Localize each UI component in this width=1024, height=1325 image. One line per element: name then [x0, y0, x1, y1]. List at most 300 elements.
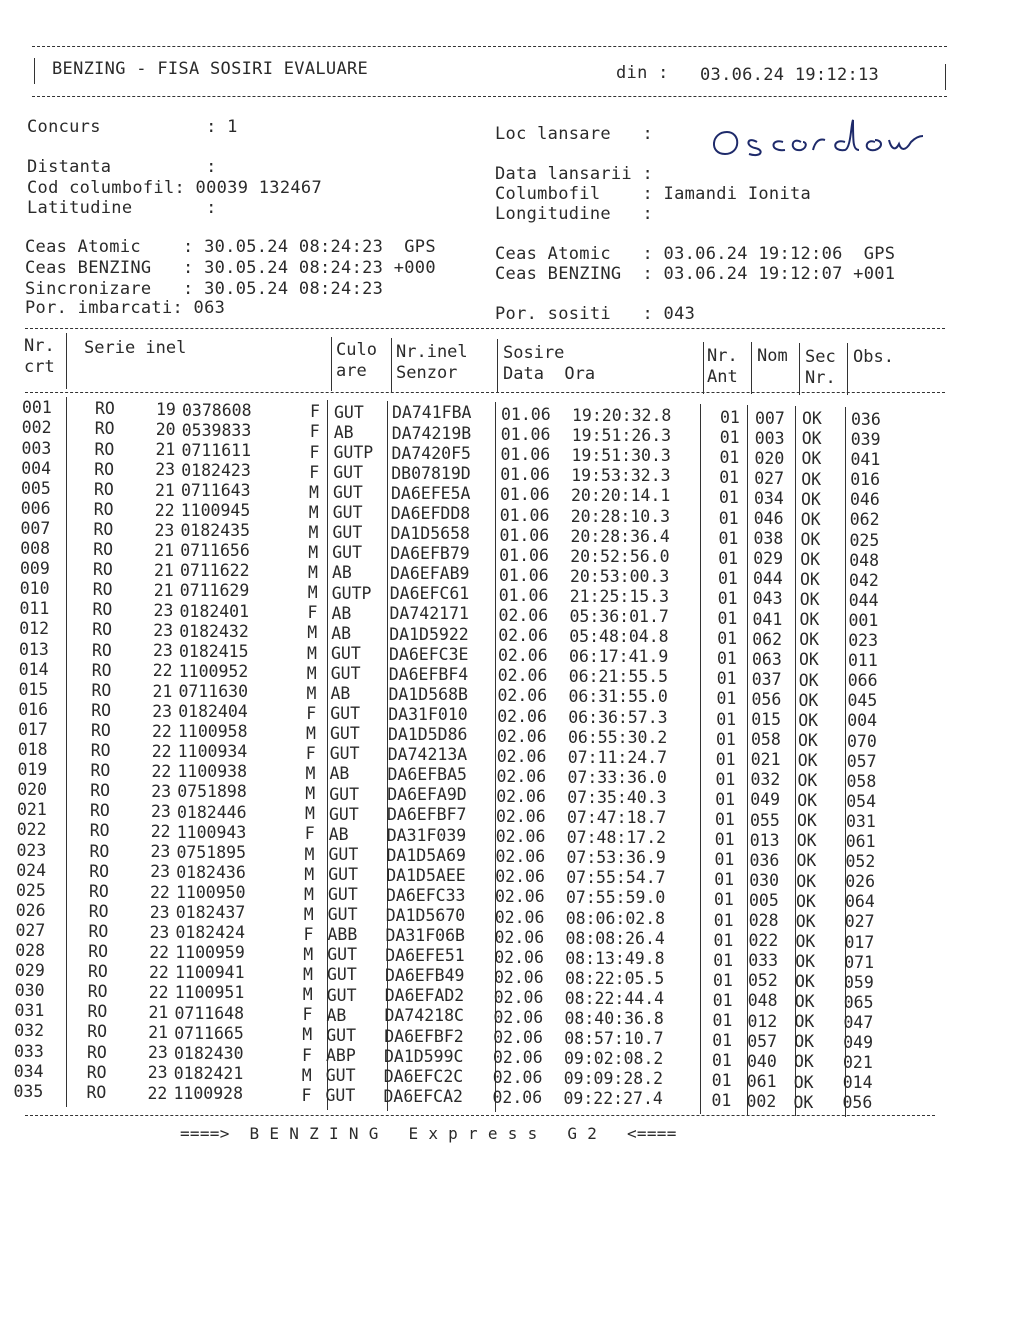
- cell-sec-status: OK: [801, 429, 822, 449]
- cell-year: 23: [150, 842, 171, 862]
- cell-sec-status: OK: [797, 750, 818, 770]
- cell-arrival-date: 02.06: [494, 907, 545, 927]
- cell-sex: M: [303, 965, 313, 985]
- cell-arrival-time: 07:47:18.7: [567, 808, 667, 827]
- cell-antenna: 01: [713, 950, 734, 970]
- imbarcati-line: Por. imbarcati: 063: [25, 298, 226, 318]
- cell-year: 22: [150, 882, 170, 902]
- loc-lansare-line: Loc lansare :: [495, 124, 654, 144]
- cell-ring-number: 0182446: [177, 802, 247, 822]
- col-header-sosire: Sosire Data Ora: [503, 343, 596, 384]
- cell-country: RO: [91, 700, 112, 720]
- cell-sec-status: OK: [798, 690, 819, 710]
- cell-antenna: 01: [715, 810, 735, 830]
- cell-row-number: 013: [19, 639, 49, 659]
- cell-arrival-time: 07:55:54.7: [566, 868, 666, 888]
- cell-country: RO: [91, 680, 112, 700]
- cell-country: RO: [91, 720, 111, 740]
- cell-year: 23: [151, 782, 172, 802]
- concurs-line: Concurs : 1: [27, 117, 238, 137]
- cell-sensor-id: DA742171: [389, 604, 469, 624]
- cell-sex: F: [303, 924, 314, 944]
- cell-color: ABB: [327, 925, 358, 945]
- sositi-line: Por. sositi : 043: [495, 304, 696, 324]
- cell-sensor-id: DA31F010: [388, 704, 468, 724]
- cell-sensor-id: DA6EFC33: [386, 885, 466, 905]
- cell-nom: 021: [750, 750, 781, 770]
- cell-sex: M: [309, 482, 319, 502]
- cell-arrival-time: 08:57:10.7: [564, 1029, 664, 1049]
- cell-antenna: 01: [717, 609, 738, 629]
- cell-nom: 052: [748, 971, 778, 991]
- cell-row-number: 028: [15, 941, 46, 960]
- cell-ring-number: 0182423: [181, 460, 251, 480]
- cell-row-number: 004: [21, 458, 52, 478]
- cell-antenna: 01: [712, 990, 733, 1010]
- cell-arrival-time: 20:20:14.1: [571, 486, 671, 506]
- footer-banner: ====> B E N Z I N G E x p r e s s G 2 <====: [180, 1124, 677, 1143]
- cell-nom: 055: [750, 810, 780, 830]
- cell-color: GUT: [332, 503, 363, 523]
- cell-row-number: 035: [13, 1081, 44, 1101]
- cell-sec-status: OK: [795, 911, 816, 931]
- cell-obs: 044: [848, 590, 879, 610]
- cell-arrival-date: 02.06: [493, 1008, 544, 1027]
- cell-arrival-time: 08:40:36.8: [564, 1009, 664, 1028]
- cell-arrival-time: 19:20:32.8: [572, 406, 672, 425]
- cell-obs: 014: [842, 1073, 873, 1093]
- cell-ring-number: 0182415: [179, 641, 249, 661]
- cell-sex: F: [309, 442, 320, 462]
- cell-sex: M: [302, 985, 313, 1005]
- cell-country: RO: [88, 901, 109, 921]
- cell-row-number: 024: [16, 860, 47, 880]
- cell-ring-number: 0182430: [174, 1043, 244, 1063]
- cell-color: GUT: [328, 864, 359, 884]
- cell-sex: M: [304, 864, 315, 884]
- cell-ring-number: 0711622: [180, 561, 250, 581]
- cell-year: 21: [148, 1003, 169, 1023]
- col-header-nom: Nom: [757, 346, 788, 366]
- cell-sec-status: OK: [797, 791, 818, 811]
- cell-color: GUT: [332, 523, 363, 543]
- cell-antenna: 01: [711, 1091, 732, 1111]
- cell-arrival-time: 07:35:40.3: [567, 787, 667, 807]
- cell-color: GUT: [329, 744, 360, 764]
- cell-obs: 031: [846, 811, 876, 831]
- cell-color: GUT: [329, 804, 359, 824]
- cell-country: RO: [94, 479, 114, 499]
- cell-color: GUTP: [333, 442, 374, 462]
- cell-country: RO: [91, 660, 112, 680]
- cell-obs: 042: [849, 570, 879, 590]
- cell-color: GUTP: [331, 583, 372, 603]
- cell-year: 21: [155, 480, 175, 500]
- cell-antenna: 01: [713, 970, 733, 990]
- cell-arrival-date: 01.06: [501, 405, 551, 424]
- cell-year: 23: [150, 862, 171, 882]
- cell-ring-number: 1100958: [178, 722, 248, 742]
- cell-row-number: 001: [22, 398, 52, 418]
- cell-arrival-time: 09:02:08.2: [564, 1049, 664, 1069]
- cell-ring-number: 1100941: [175, 963, 245, 983]
- cell-arrival-date: 02.06: [496, 766, 547, 786]
- cell-sec-status: OK: [798, 710, 819, 730]
- cell-obs: 001: [848, 610, 879, 630]
- cell-sec-status: OK: [799, 650, 819, 670]
- cell-color: AB: [326, 1005, 347, 1025]
- cell-sec-status: OK: [795, 972, 815, 992]
- cell-antenna: 01: [718, 568, 738, 588]
- cell-ring-number: 0711648: [174, 1003, 245, 1023]
- cell-sex: M: [305, 764, 316, 784]
- cell-country: RO: [92, 620, 113, 640]
- cell-ring-number: 1100938: [177, 762, 248, 782]
- cell-arrival-date: 02.06: [498, 626, 548, 646]
- cell-arrival-date: 01.06: [499, 545, 549, 565]
- cell-obs: 025: [849, 530, 880, 550]
- cell-antenna: 01: [711, 1071, 732, 1091]
- cell-antenna: 01: [715, 749, 736, 769]
- cell-arrival-date: 02.06: [493, 1048, 543, 1068]
- cell-obs: 070: [847, 731, 877, 751]
- cell-year: 22: [151, 761, 172, 781]
- cell-arrival-time: 19:53:32.3: [571, 466, 671, 486]
- cell-antenna: 01: [712, 1011, 733, 1031]
- cell-row-number: 011: [19, 599, 50, 619]
- cell-obs: 036: [851, 409, 881, 429]
- cell-antenna: 01: [719, 468, 740, 488]
- cell-sec-status: OK: [796, 831, 817, 851]
- cell-obs: 041: [850, 450, 881, 470]
- cell-color: GUT: [327, 965, 357, 985]
- cell-ring-number: 0378608: [182, 400, 252, 420]
- cell-arrival-date: 01.06: [499, 505, 550, 525]
- arrival-ceas-atomic-line: Ceas Atomic : 03.06.24 19:12:06 GPS: [495, 244, 896, 264]
- cell-year: 21: [154, 540, 175, 560]
- cell-nom: 057: [747, 1031, 778, 1051]
- cell-row-number: 006: [20, 498, 51, 518]
- cell-year: 21: [153, 581, 174, 601]
- cell-country: RO: [92, 640, 112, 660]
- cell-country: RO: [90, 801, 110, 821]
- cell-country: RO: [92, 600, 113, 620]
- cell-ring-number: 0182432: [179, 621, 249, 641]
- cell-sensor-id: DB07819D: [391, 463, 471, 483]
- cell-color: GUT: [327, 945, 358, 965]
- cell-country: RO: [88, 942, 109, 962]
- cell-color: GUT: [325, 1065, 356, 1085]
- cell-antenna: 01: [714, 870, 735, 890]
- cell-arrival-time: 07:11:24.7: [567, 747, 668, 767]
- cell-sec-status: OK: [799, 590, 820, 610]
- cell-sec-status: OK: [801, 489, 821, 509]
- cell-antenna: 01: [716, 689, 737, 709]
- cell-country: RO: [87, 982, 108, 1002]
- cell-color: AB: [333, 422, 354, 442]
- cell-sensor-id: DA1D5A69: [386, 845, 466, 865]
- cell-obs: 071: [844, 952, 875, 972]
- cell-nom: 029: [753, 549, 784, 569]
- cell-row-number: 012: [19, 619, 50, 639]
- cell-year: 23: [151, 802, 171, 822]
- cell-country: RO: [89, 881, 109, 901]
- cell-color: GUT: [328, 844, 359, 864]
- cell-sensor-id: DA6EFAB9: [390, 564, 470, 584]
- cell-arrival-date: 01.06: [500, 465, 550, 485]
- cell-sex: M: [307, 623, 318, 643]
- cell-row-number: 018: [17, 740, 48, 759]
- cell-row-number: 020: [17, 780, 48, 800]
- cell-country: RO: [94, 419, 115, 439]
- cell-year: 22: [149, 962, 169, 982]
- cell-nom: 033: [748, 951, 779, 971]
- cell-antenna: 01: [717, 629, 738, 649]
- cell-color: GUT: [333, 462, 364, 482]
- cell-nom: 003: [754, 428, 785, 448]
- cell-nom: 048: [747, 991, 778, 1011]
- cell-arrival-time: 07:48:17.2: [566, 828, 667, 848]
- cell-obs: 058: [846, 771, 877, 791]
- cell-sec-status: OK: [800, 529, 821, 549]
- cell-arrival-time: 20:28:10.3: [570, 506, 671, 526]
- cell-obs: 004: [847, 711, 878, 731]
- cell-nom: 013: [749, 830, 780, 850]
- cell-row-number: 008: [20, 539, 51, 558]
- cell-sec-status: OK: [793, 1072, 814, 1092]
- cell-country: RO: [87, 1002, 108, 1022]
- cell-arrival-time: 20:53:00.3: [570, 566, 670, 586]
- cell-sec-status: OK: [795, 951, 816, 971]
- cell-obs: 059: [844, 972, 874, 992]
- cell-antenna: 01: [719, 428, 740, 448]
- cell-nom: 015: [751, 710, 782, 730]
- col-header-obs: Obs.: [853, 347, 894, 367]
- cell-color: AB: [329, 764, 350, 784]
- cell-country: RO: [86, 1062, 107, 1082]
- cell-arrival-date: 02.06: [493, 987, 544, 1007]
- cell-antenna: 01: [719, 448, 740, 468]
- cell-ring-number: 0182421: [173, 1063, 244, 1083]
- cell-arrival-date: 02.06: [495, 827, 546, 847]
- cell-arrival-time: 06:36:57.3: [568, 707, 668, 727]
- col-header-culoare: Culo are: [336, 340, 377, 381]
- cell-color: GUT: [332, 543, 363, 563]
- cell-obs: 021: [843, 1053, 873, 1073]
- cell-year: 22: [154, 500, 175, 520]
- cell-sensor-id: DA74218C: [384, 1006, 464, 1026]
- cell-arrival-time: 08:13:49.8: [565, 948, 665, 968]
- cell-country: RO: [88, 921, 109, 941]
- cell-ring-number: 1100959: [175, 943, 245, 963]
- cell-color: GUT: [326, 1025, 357, 1045]
- cell-ring-number: 0751898: [177, 782, 247, 802]
- cell-sex: M: [305, 804, 315, 824]
- cell-color: GUT: [330, 663, 361, 683]
- cell-sec-status: OK: [794, 992, 815, 1012]
- cell-nom: 005: [749, 890, 779, 910]
- distanta-line: Distanta :: [27, 157, 217, 177]
- cell-row-number: 017: [18, 719, 48, 739]
- cell-sex: F: [310, 402, 320, 422]
- cell-year: 23: [153, 621, 174, 641]
- cell-ring-number: 0711611: [181, 440, 252, 460]
- cell-arrival-time: 08:22:44.4: [564, 988, 665, 1008]
- cell-arrival-date: 02.06: [492, 1068, 543, 1088]
- cell-nom: 032: [750, 770, 781, 790]
- cell-sec-status: OK: [799, 610, 820, 630]
- cell-sex: M: [303, 904, 314, 924]
- cell-ring-number: 0711665: [174, 1023, 244, 1043]
- cell-country: RO: [87, 1042, 107, 1062]
- cell-sensor-id: DA74219B: [391, 423, 472, 443]
- cell-arrival-date: 02.06: [494, 947, 544, 967]
- cell-row-number: 034: [13, 1061, 44, 1081]
- cell-sensor-id: DA6EFBF4: [388, 664, 469, 684]
- col-header-ant: Nr. Ant: [707, 346, 738, 387]
- cell-antenna: 01: [715, 789, 736, 809]
- cell-antenna: 01: [713, 910, 734, 930]
- cell-nom: 022: [748, 931, 779, 951]
- cell-obs: 045: [847, 691, 878, 711]
- cell-nom: 058: [751, 730, 781, 750]
- cell-obs: 061: [845, 832, 876, 851]
- cell-arrival-date: 02.06: [497, 686, 548, 706]
- cell-obs: 065: [843, 992, 874, 1012]
- cell-country: RO: [95, 399, 115, 419]
- col-header-serie: Serie inel: [84, 338, 187, 358]
- cell-sec-status: OK: [794, 1032, 815, 1052]
- cell-arrival-time: 08:22:05.5: [565, 968, 665, 988]
- cell-nom: 041: [752, 609, 783, 629]
- cell-sex: M: [304, 884, 314, 904]
- cell-year: 22: [152, 661, 173, 681]
- cell-arrival-date: 02.06: [497, 666, 548, 686]
- cell-arrival-time: 08:08:26.4: [565, 928, 665, 948]
- cell-sec-status: OK: [793, 1092, 814, 1112]
- cell-year: 19: [156, 400, 176, 420]
- cell-country: RO: [93, 519, 114, 539]
- cell-row-number: 025: [16, 880, 46, 900]
- cell-sex: M: [304, 844, 315, 864]
- cell-color: GUT: [325, 1086, 356, 1106]
- cell-row-number: 030: [14, 981, 45, 1001]
- cell-nom: 046: [753, 509, 784, 529]
- cell-row-number: 027: [15, 920, 46, 940]
- cell-arrival-time: 20:28:36.4: [570, 526, 670, 546]
- cell-arrival-date: 02.06: [498, 606, 549, 625]
- cell-arrival-date: 01.06: [499, 565, 549, 585]
- cell-antenna: 01: [716, 709, 737, 729]
- cell-obs: 066: [847, 671, 878, 691]
- cell-sensor-id: DA6EFB49: [385, 966, 465, 986]
- cell-antenna: 01: [718, 508, 739, 528]
- cell-row-number: 005: [21, 478, 51, 498]
- cell-arrival-time: 19:51:30.3: [571, 446, 671, 466]
- cell-row-number: 029: [15, 961, 45, 981]
- cell-sex: F: [302, 1005, 313, 1025]
- cell-antenna: 01: [717, 588, 738, 608]
- cell-nom: 056: [751, 689, 782, 709]
- cell-sec-status: OK: [800, 570, 820, 590]
- cell-country: RO: [90, 761, 111, 781]
- cell-country: RO: [92, 580, 113, 600]
- cell-arrival-date: 02.06: [496, 786, 546, 806]
- cell-sensor-id: DA74213A: [387, 745, 468, 765]
- cell-antenna: 01: [714, 890, 734, 910]
- cell-year: 21: [155, 440, 176, 460]
- cell-antenna: 01: [712, 1031, 733, 1051]
- cell-nom: 020: [754, 448, 785, 468]
- cell-sex: M: [306, 663, 317, 683]
- cell-sex: M: [306, 683, 317, 703]
- cell-sensor-id: DA1D5658: [390, 524, 470, 544]
- cell-country: RO: [90, 741, 111, 761]
- cell-nom: 002: [746, 1091, 777, 1111]
- cell-sec-status: OK: [796, 891, 816, 911]
- cell-sex: F: [304, 824, 315, 844]
- cell-color: GUT: [333, 483, 363, 503]
- cod-columbofil-line: Cod columbofil: 00039 132467: [27, 178, 322, 198]
- cell-ring-number: 1100950: [176, 882, 246, 902]
- cell-arrival-date: 02.06: [492, 1088, 543, 1108]
- cell-obs: 054: [846, 791, 877, 811]
- start-ceas-atomic-line: Ceas Atomic : 30.05.24 08:24:23 GPS: [25, 237, 436, 257]
- latitudine-line: Latitudine :: [27, 198, 217, 218]
- cell-arrival-date: 01.06: [500, 425, 551, 445]
- cell-row-number: 007: [20, 518, 51, 538]
- cell-arrival-date: 02.06: [498, 646, 548, 666]
- cell-antenna: 01: [716, 669, 737, 689]
- cell-country: RO: [89, 821, 110, 841]
- cell-nom: 037: [751, 669, 782, 689]
- cell-sensor-id: DA31F06B: [385, 926, 465, 946]
- cell-row-number: 023: [16, 840, 47, 860]
- cell-year: 23: [152, 701, 173, 721]
- cell-nom: 038: [753, 529, 784, 549]
- cell-color: GUT: [326, 985, 357, 1005]
- cell-row-number: 019: [17, 760, 48, 780]
- cell-year: 23: [148, 1043, 168, 1063]
- cell-sensor-id: DA1D568B: [388, 684, 468, 704]
- cell-arrival-date: 02.06: [495, 867, 545, 887]
- cell-nom: 028: [748, 911, 779, 931]
- cell-country: RO: [93, 560, 113, 580]
- cell-sensor-id: DA31F039: [386, 825, 467, 845]
- cell-nom: 036: [749, 850, 780, 870]
- cell-country: RO: [94, 439, 115, 459]
- cell-country: RO: [87, 1022, 108, 1042]
- cell-sensor-id: DA6EFC61: [389, 584, 470, 604]
- cell-arrival-time: 06:31:55.0: [568, 687, 668, 707]
- cell-antenna: 01: [720, 408, 740, 428]
- cell-color: GUT: [329, 784, 360, 804]
- cell-antenna: 01: [717, 649, 737, 669]
- cell-obs: 047: [843, 1012, 874, 1032]
- cell-sec-status: OK: [799, 630, 820, 650]
- cell-arrival-time: 05:48:04.8: [569, 627, 669, 647]
- cell-obs: 062: [849, 510, 880, 530]
- cell-ring-number: 1100951: [174, 983, 245, 1003]
- cell-sensor-id: DA1D5670: [385, 905, 466, 925]
- cell-year: 23: [154, 520, 175, 540]
- cell-country: RO: [88, 962, 108, 982]
- cell-country: RO: [86, 1082, 107, 1102]
- cell-row-number: 015: [18, 679, 49, 699]
- cell-row-number: 010: [19, 579, 50, 599]
- data-lansarii-line: Data lansarii :: [495, 164, 654, 184]
- cell-row-number: 021: [17, 800, 47, 820]
